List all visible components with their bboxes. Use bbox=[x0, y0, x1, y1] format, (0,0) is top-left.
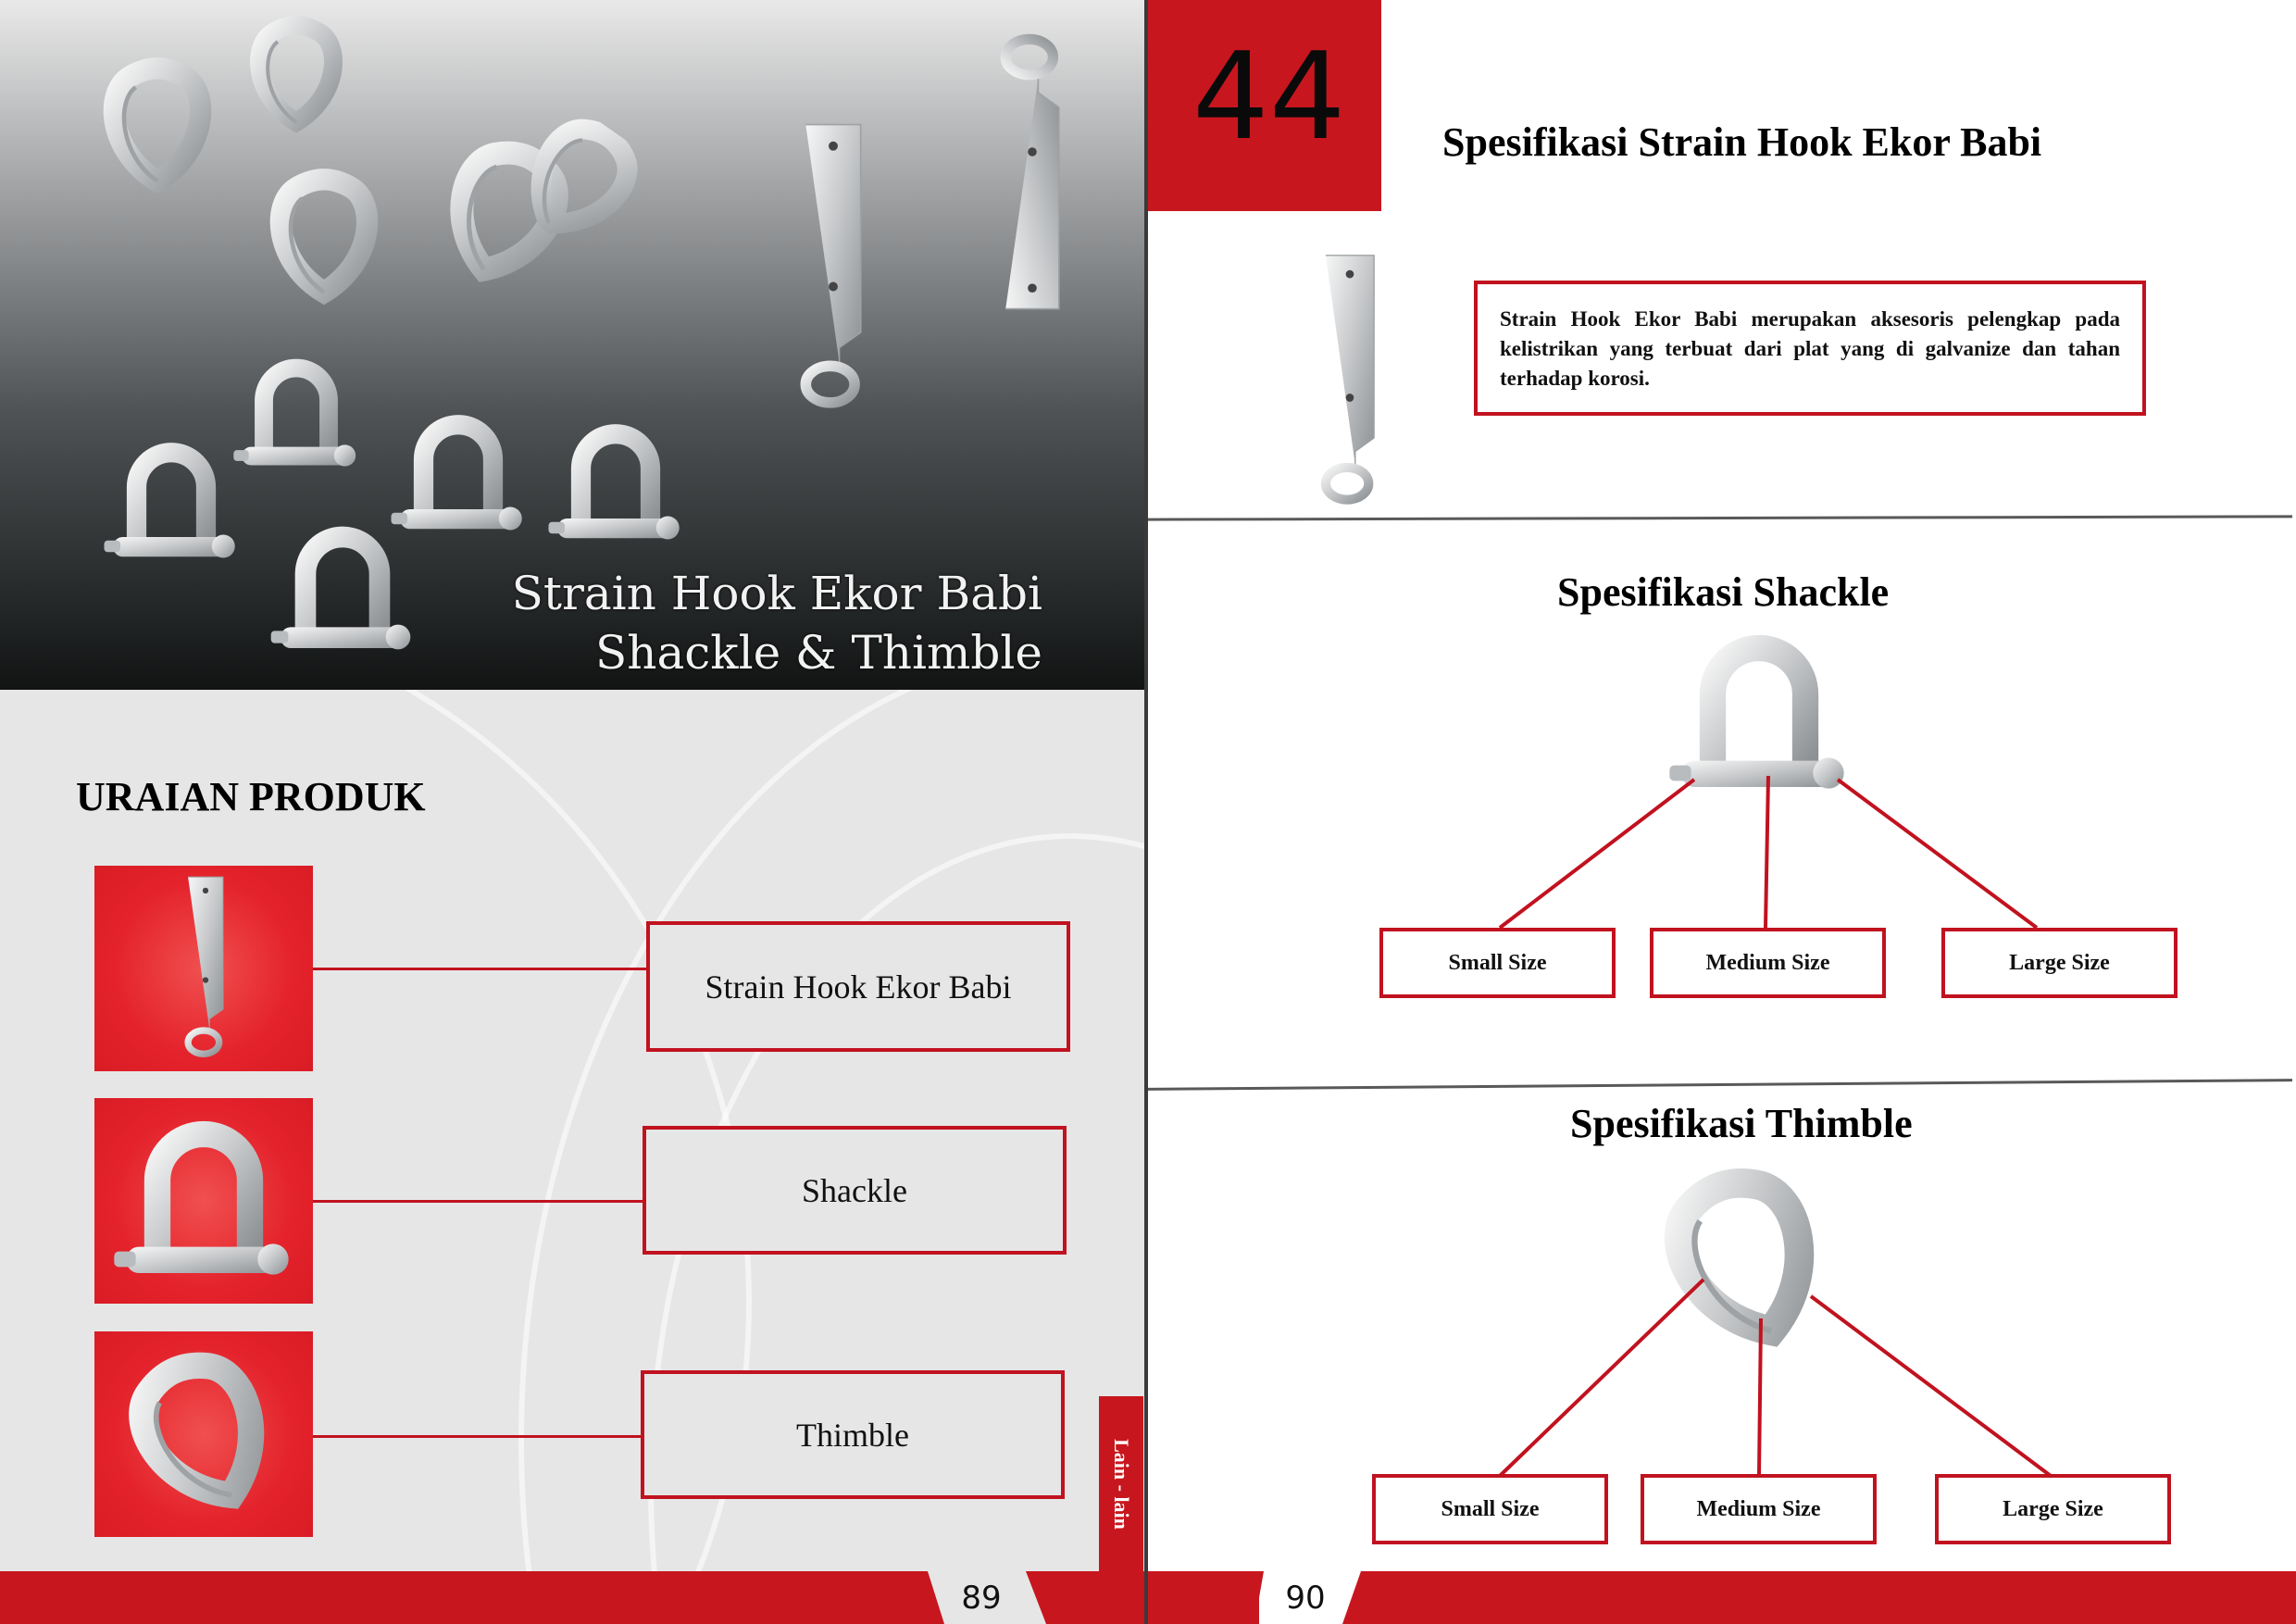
page-number: 89 bbox=[961, 1579, 1002, 1617]
page-number: 90 bbox=[1285, 1579, 1326, 1617]
product-label-box bbox=[641, 1370, 1065, 1499]
size-label: Small Size bbox=[1441, 1496, 1540, 1521]
product-label: Strain Hook Ekor Babi bbox=[705, 968, 1012, 1006]
banner-title-line1: Strain Hook Ekor Babi bbox=[511, 567, 1042, 620]
footer-bar bbox=[0, 1571, 926, 1624]
section-title: URAIAN PRODUK bbox=[76, 774, 426, 819]
chapter-number-box bbox=[1148, 0, 1381, 211]
strain-hook-photo bbox=[1294, 250, 1405, 518]
size-label: Large Size bbox=[2003, 1496, 2103, 1521]
connector-line bbox=[313, 968, 648, 970]
shackle-photo bbox=[546, 417, 685, 556]
strain-hook-spec-title: Spesifikasi Strain Hook Ekor Babi bbox=[1442, 119, 2042, 165]
thimble-spec-title: Spesifikasi Thimble bbox=[1570, 1101, 1913, 1146]
strain-hook-photo bbox=[782, 119, 884, 424]
size-label: Large Size bbox=[2009, 950, 2110, 975]
thimble-size-small bbox=[1372, 1474, 1608, 1544]
product-label-box bbox=[643, 1126, 1067, 1255]
shackle-thumbnail bbox=[94, 1098, 313, 1304]
product-label: Thimble bbox=[796, 1416, 909, 1454]
thimble-size-medium bbox=[1641, 1474, 1877, 1544]
page-spine bbox=[1144, 0, 1148, 1624]
banner-title-line2: Shackle & Thimble bbox=[595, 626, 1042, 680]
size-label: Small Size bbox=[1448, 950, 1547, 975]
size-label: Medium Size bbox=[1705, 950, 1830, 975]
shackle-size-small bbox=[1379, 928, 1616, 998]
product-photo-banner bbox=[0, 0, 1144, 690]
connector-line bbox=[313, 1435, 643, 1438]
strain-hook-thumbnail bbox=[94, 866, 313, 1071]
strain-hook-description: Strain Hook Ekor Babi merupakan aksesoris pelengkap pada kelistrikan yang terbuat dari plat yang di galvanize dan tahan terhadap korosi. bbox=[1474, 281, 2146, 416]
shackle-spec-title: Spesifikasi Shackle bbox=[1557, 569, 1890, 615]
thimble-photo bbox=[93, 56, 222, 194]
thimble-size-large bbox=[1935, 1474, 2171, 1544]
size-connector-lines bbox=[1370, 768, 2185, 935]
shackle-size-large bbox=[1941, 928, 2177, 998]
shackle-photo bbox=[231, 352, 361, 481]
thimble-photo bbox=[259, 162, 389, 310]
size-connector-lines bbox=[1370, 1268, 2185, 1481]
connector-line bbox=[313, 1200, 644, 1203]
side-tab-label: Lain - lain bbox=[1110, 1439, 1133, 1530]
product-label: Shackle bbox=[802, 1171, 907, 1209]
footer-bar bbox=[1148, 1571, 1259, 1624]
thimble-photo bbox=[241, 9, 352, 139]
strain-hook-photo bbox=[981, 19, 1083, 315]
footer-bar bbox=[1065, 1571, 1148, 1624]
thimble-thumbnail bbox=[94, 1331, 313, 1537]
shackle-photo bbox=[102, 435, 241, 574]
chapter-number: 44 bbox=[1192, 26, 1346, 167]
shackle-photo bbox=[268, 518, 417, 667]
category-side-tab bbox=[1099, 1396, 1143, 1572]
shackle-size-medium bbox=[1650, 928, 1886, 998]
footer-bar bbox=[1384, 1571, 2296, 1624]
size-label: Medium Size bbox=[1696, 1496, 1821, 1521]
product-label-box bbox=[646, 921, 1070, 1052]
